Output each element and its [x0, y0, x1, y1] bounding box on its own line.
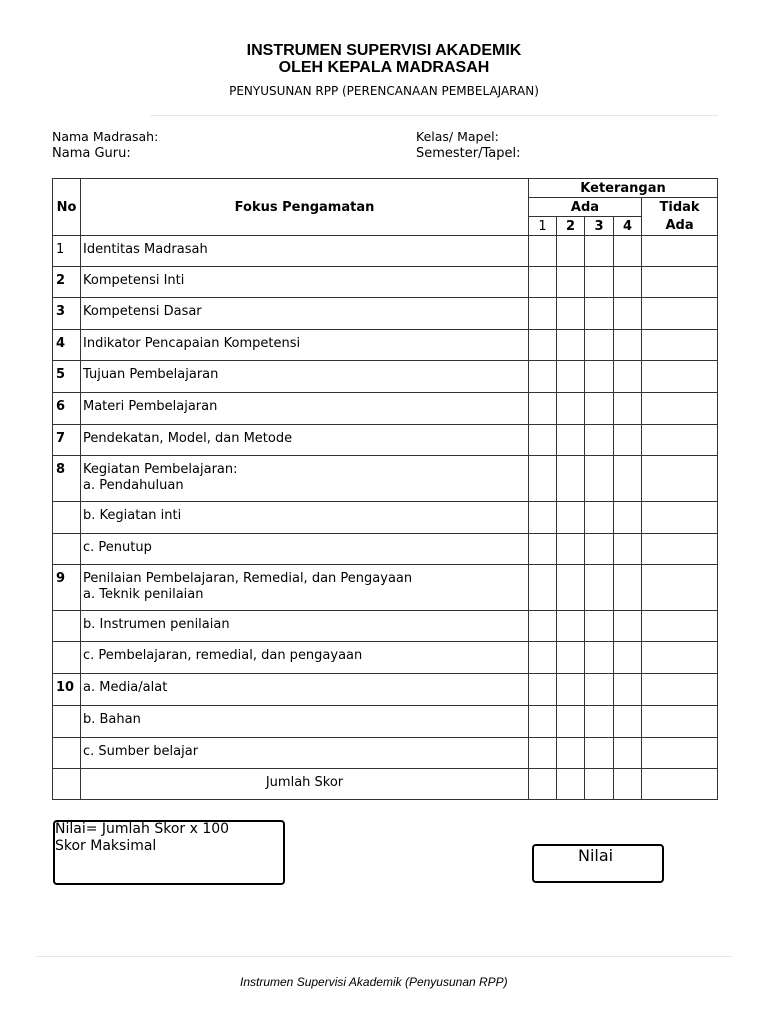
tidak-ada-cell[interactable] [642, 267, 718, 298]
score-cell-2[interactable] [557, 611, 585, 642]
score-cell-1[interactable] [529, 611, 557, 642]
row-focus [81, 642, 529, 674]
observation-table [52, 178, 718, 800]
header-score-2: 2 [557, 217, 585, 236]
tidak-ada-cell[interactable] [642, 393, 718, 425]
score-cell-3[interactable] [585, 502, 614, 534]
score-cell-3[interactable] [585, 236, 614, 267]
score-cell-2[interactable] [557, 642, 585, 674]
score-cell-1[interactable] [529, 298, 557, 330]
document-title-line2: OLEH KEPALA MADRASAH [278, 59, 490, 76]
row-number: 8 [53, 456, 81, 502]
score-cell-2[interactable] [557, 330, 585, 361]
row-focus-line: c. Sumber belajar [83, 744, 199, 759]
row-focus [81, 361, 529, 393]
document-subtitle: PENYUSUNAN RPP (PERENCANAAN PEMBELAJARAN) [229, 84, 539, 98]
row-focus-line: Kompetensi Inti [83, 273, 185, 288]
score-cell-2[interactable] [557, 425, 585, 456]
row-number [53, 502, 81, 534]
table-row [53, 502, 718, 534]
row-focus [81, 611, 529, 642]
header-score-1: 1 [529, 217, 557, 236]
header-score-3: 3 [585, 217, 614, 236]
row-focus [81, 738, 529, 769]
score-cell-1[interactable] [529, 674, 557, 706]
table-row [53, 267, 718, 298]
row-focus [81, 330, 529, 361]
tidak-ada-cell[interactable] [642, 611, 718, 642]
nilai-label: Nilai [578, 846, 614, 865]
score-cell-4[interactable] [614, 738, 642, 769]
tidak-ada-cell[interactable] [642, 456, 718, 502]
row-number: 1 [53, 236, 81, 267]
score-cell-2[interactable] [557, 456, 585, 502]
header-ada: Ada [529, 198, 642, 217]
tidak-ada-cell[interactable] [642, 361, 718, 393]
score-cell-4[interactable] [614, 267, 642, 298]
score-cell-3[interactable] [585, 267, 614, 298]
score-cell-2[interactable] [557, 267, 585, 298]
score-cell-3[interactable] [585, 565, 614, 611]
row-focus [81, 565, 529, 611]
row-focus-line: Kegiatan Pembelajaran: [83, 462, 238, 477]
total-cell[interactable] [614, 769, 642, 800]
score-cell-4[interactable] [614, 393, 642, 425]
table-row [53, 236, 718, 267]
score-cell-1[interactable] [529, 706, 557, 738]
score-cell-4[interactable] [614, 361, 642, 393]
score-cell-2[interactable] [557, 502, 585, 534]
score-cell-2[interactable] [557, 534, 585, 565]
score-cell-4[interactable] [614, 298, 642, 330]
tidak-ada-cell[interactable] [642, 706, 718, 738]
formula-line2: Skor Maksimal [55, 838, 157, 854]
header-tidak-line2: Ada [665, 217, 694, 233]
row-focus [81, 534, 529, 565]
total-cell[interactable] [642, 769, 718, 800]
row-number: 10 [53, 674, 81, 706]
row-number: 3 [53, 298, 81, 330]
score-cell-2[interactable] [557, 298, 585, 330]
row-focus-line: c. Pembelajaran, remedial, dan pengayaan [83, 648, 363, 663]
score-cell-1[interactable] [529, 738, 557, 769]
score-cell-2[interactable] [557, 706, 585, 738]
tidak-ada-cell[interactable] [642, 330, 718, 361]
score-cell-1[interactable] [529, 642, 557, 674]
row-number [53, 611, 81, 642]
row-focus-line: b. Bahan [83, 712, 141, 727]
score-cell-1[interactable] [529, 456, 557, 502]
row-focus [81, 393, 529, 425]
score-cell-1[interactable] [529, 330, 557, 361]
total-row-number [53, 769, 81, 800]
row-focus-line: a. Media/alat [83, 680, 168, 695]
row-number [53, 534, 81, 565]
score-cell-3[interactable] [585, 456, 614, 502]
tidak-ada-cell[interactable] [642, 565, 718, 611]
row-number: 7 [53, 425, 81, 456]
table-row [53, 330, 718, 361]
table-row [53, 674, 718, 706]
score-cell-1[interactable] [529, 534, 557, 565]
score-cell-3[interactable] [585, 298, 614, 330]
total-label: Jumlah Skor [81, 769, 529, 800]
score-cell-1[interactable] [529, 565, 557, 611]
row-focus-line: Kompetensi Dasar [83, 304, 202, 319]
row-focus-line: a. Teknik penilaian [83, 587, 204, 602]
score-cell-3[interactable] [585, 674, 614, 706]
row-focus [81, 456, 529, 502]
tidak-ada-cell[interactable] [642, 534, 718, 565]
row-focus-line: b. Instrumen penilaian [83, 617, 230, 632]
score-cell-3[interactable] [585, 425, 614, 456]
row-number: 4 [53, 330, 81, 361]
madrasah-label: Nama Madrasah: [52, 129, 159, 144]
score-cell-4[interactable] [614, 456, 642, 502]
header-fokus: Fokus Pengamatan [81, 179, 529, 236]
table-row [53, 456, 718, 502]
row-number: 5 [53, 361, 81, 393]
semester-tapel-label: Semester/Tapel: [416, 146, 521, 161]
nilai-box [532, 844, 664, 883]
row-focus [81, 502, 529, 534]
page-footer: Instrumen Supervisi Akademik (Penyusunan RPP) [240, 975, 508, 989]
row-focus [81, 674, 529, 706]
footer-divider [36, 956, 732, 957]
table-row [53, 425, 718, 456]
score-cell-2[interactable] [557, 738, 585, 769]
score-cell-3[interactable] [585, 534, 614, 565]
score-cell-3[interactable] [585, 361, 614, 393]
row-number: 6 [53, 393, 81, 425]
row-number [53, 738, 81, 769]
score-cell-1[interactable] [529, 267, 557, 298]
table-row [53, 642, 718, 674]
table-row [53, 738, 718, 769]
score-cell-3[interactable] [585, 330, 614, 361]
tidak-ada-cell[interactable] [642, 674, 718, 706]
guru-label: Nama Guru: [52, 146, 131, 161]
row-focus [81, 706, 529, 738]
formula-line1: Nilai= Jumlah Skor x 100 [55, 821, 230, 837]
score-cell-3[interactable] [585, 611, 614, 642]
table-row [53, 298, 718, 330]
score-cell-4[interactable] [614, 611, 642, 642]
table-row [53, 565, 718, 611]
table-row [53, 706, 718, 738]
score-cell-4[interactable] [614, 565, 642, 611]
row-focus [81, 236, 529, 267]
formula-box [53, 820, 285, 885]
score-cell-1[interactable] [529, 425, 557, 456]
score-cell-4[interactable] [614, 502, 642, 534]
score-cell-2[interactable] [557, 236, 585, 267]
score-cell-1[interactable] [529, 393, 557, 425]
score-cell-2[interactable] [557, 565, 585, 611]
score-cell-3[interactable] [585, 706, 614, 738]
row-focus-line: b. Kegiatan inti [83, 508, 182, 523]
score-cell-3[interactable] [585, 393, 614, 425]
score-cell-3[interactable] [585, 738, 614, 769]
score-cell-4[interactable] [614, 642, 642, 674]
row-focus [81, 267, 529, 298]
header-keterangan: Keterangan [529, 179, 718, 198]
row-focus-line: Indikator Pencapaian Kompetensi [83, 336, 301, 351]
score-cell-2[interactable] [557, 674, 585, 706]
tidak-ada-cell[interactable] [642, 738, 718, 769]
score-cell-1[interactable] [529, 236, 557, 267]
header-score-4: 4 [614, 217, 642, 236]
total-cell[interactable] [557, 769, 585, 800]
tidak-ada-cell[interactable] [642, 236, 718, 267]
header-tidak-line1: Tidak [659, 199, 700, 215]
tidak-ada-cell[interactable] [642, 502, 718, 534]
row-focus-line: c. Penutup [83, 540, 152, 555]
score-cell-3[interactable] [585, 642, 614, 674]
row-focus-line: Pendekatan, Model, dan Metode [83, 431, 293, 446]
row-number [53, 706, 81, 738]
row-focus [81, 425, 529, 456]
row-focus-line: Tujuan Pembelajaran [83, 367, 219, 382]
score-cell-4[interactable] [614, 674, 642, 706]
score-cell-4[interactable] [614, 236, 642, 267]
total-row [53, 769, 718, 800]
row-focus-line: Materi Pembelajaran [83, 399, 218, 414]
row-number [53, 642, 81, 674]
score-cell-4[interactable] [614, 706, 642, 738]
score-cell-2[interactable] [557, 393, 585, 425]
total-cell[interactable] [585, 769, 614, 800]
header-no: No [53, 179, 81, 236]
tidak-ada-cell[interactable] [642, 642, 718, 674]
score-cell-1[interactable] [529, 502, 557, 534]
row-focus-line: a. Pendahuluan [83, 478, 184, 493]
score-cell-4[interactable] [614, 425, 642, 456]
table-row [53, 534, 718, 565]
score-cell-4[interactable] [614, 330, 642, 361]
table-row [53, 361, 718, 393]
row-focus-line: Penilaian Pembelajaran, Remedial, dan Pengayaan [83, 571, 413, 586]
tidak-ada-cell[interactable] [642, 298, 718, 330]
row-focus [81, 298, 529, 330]
header-divider [150, 115, 718, 116]
table-row [53, 393, 718, 425]
kelas-mapel-label: Kelas/ Mapel: [416, 129, 499, 144]
score-cell-1[interactable] [529, 361, 557, 393]
row-focus-line: Identitas Madrasah [83, 242, 208, 257]
score-cell-2[interactable] [557, 361, 585, 393]
header-tidak-ada [642, 198, 718, 236]
table-row [53, 611, 718, 642]
total-cell[interactable] [529, 769, 557, 800]
tidak-ada-cell[interactable] [642, 425, 718, 456]
row-number: 9 [53, 565, 81, 611]
score-cell-4[interactable] [614, 534, 642, 565]
row-number: 2 [53, 267, 81, 298]
document-title-line1: INSTRUMEN SUPERVISI AKADEMIK [246, 42, 522, 59]
